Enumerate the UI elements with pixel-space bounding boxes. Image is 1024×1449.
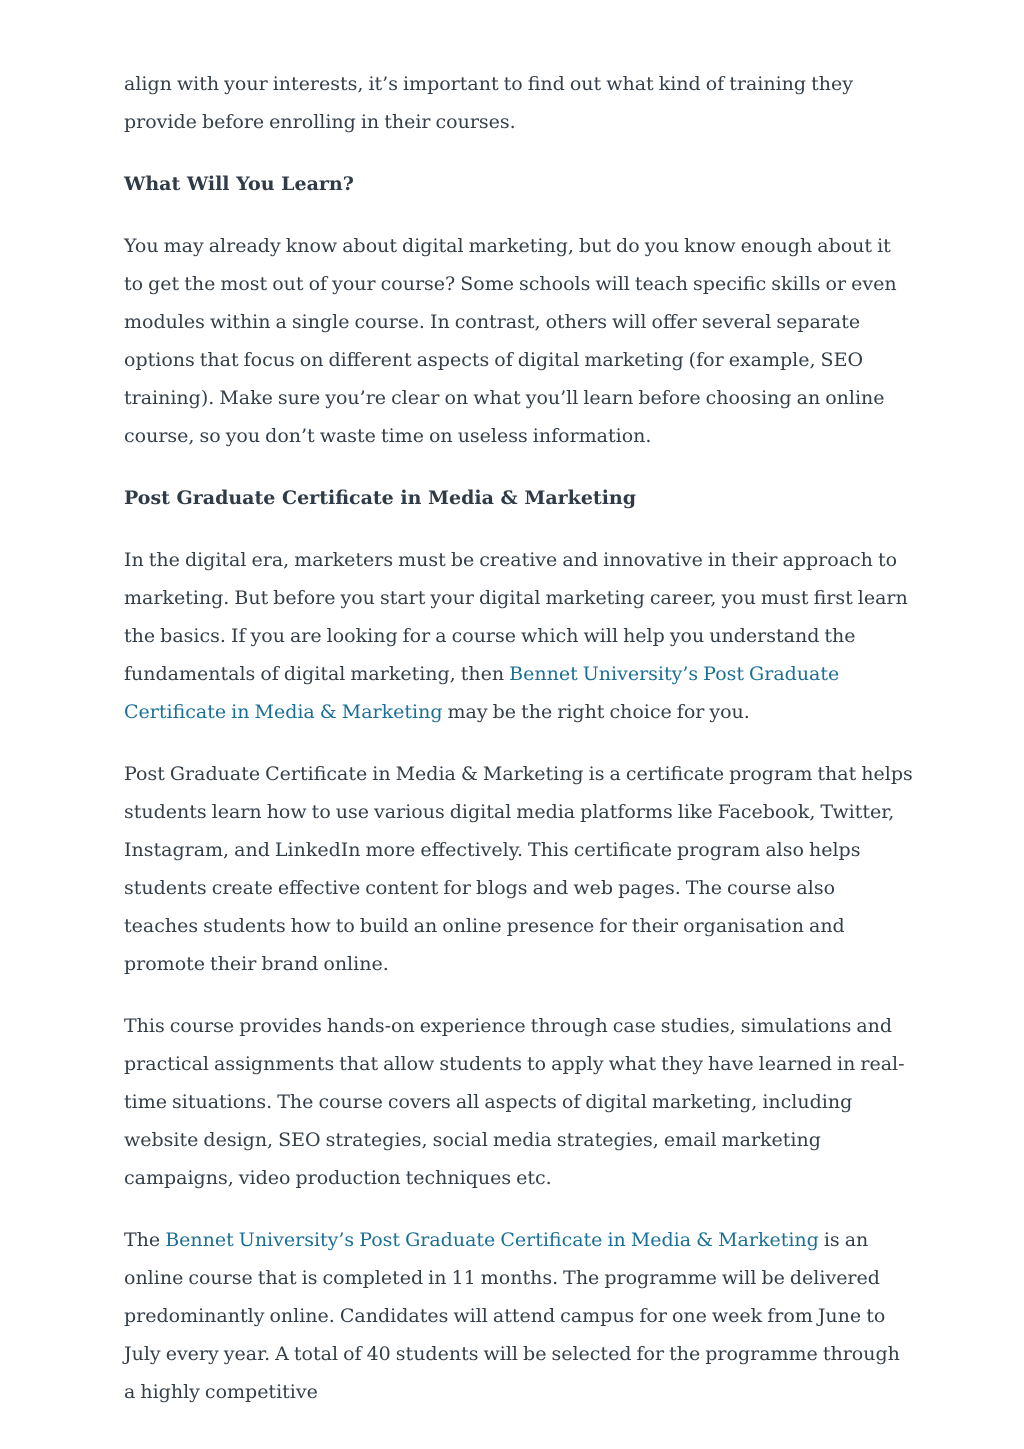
final-paragraph bbox=[124, 1221, 914, 1411]
program-paragraph: Post Graduate Certificate in Media & Marketing is a certificate program that helps students learn how to use various digital media platforms like Facebook, Twitter, Instagram, and LinkedIn more effectively. This certificate program also helps students create effective content for blogs and web pages. The course also teaches students how to build an online presence for their organisation and promote their brand online. bbox=[124, 763, 913, 975]
heading-what-will-you-learn: What Will You Learn? bbox=[124, 173, 354, 195]
final-text-end: is an online course that is completed in 11 months. The programme will be delivered predominantly online. Candidates will attend campus for one week from June to July every year. A total of 40 students will be selected for the programme through a highly competitive bbox=[124, 1229, 900, 1403]
digital-era-text-start: In the digital era, marketers must be creative and innovative in their approach to marketing. But before you start your digital marketing career, you must first learn the basics. If you are looking for a course which will help you understand the fundamentals of digital marketing, then bbox=[124, 549, 908, 685]
heading-post-graduate-certificate: Post Graduate Certificate in Media & Marketing bbox=[124, 487, 637, 509]
final-text-start: The bbox=[124, 1229, 166, 1251]
article-body bbox=[124, 65, 914, 1435]
learn-paragraph: You may already know about digital marketing, but do you know enough about it to get the most out of your course? Some schools will teach specific skills or even modules within a single course. In contrast, others will offer several separate options that focus on different aspects of digital marketing (for example, SEO training). Make sure you’re clear on what you’ll learn before choosing an online course, so you don’t waste time on useless information. bbox=[124, 235, 897, 447]
intro-paragraph: align with your interests, it’s important to find out what kind of training they provide before enrolling in their courses. bbox=[124, 73, 853, 133]
hands-on-paragraph: This course provides hands-on experience through case studies, simulations and practical assignments that allow students to apply what they have learned in real-time situations. The course covers all aspects of digital marketing, including website design, SEO strategies, social media strategies, email marketing campaigns, video production techniques etc. bbox=[124, 1015, 905, 1189]
digital-era-paragraph bbox=[124, 541, 914, 731]
digital-era-text-end: may be the right choice for you. bbox=[442, 701, 750, 723]
bennet-pgc-link-2[interactable]: Bennet University’s Post Graduate Certificate in Media & Marketing bbox=[165, 1229, 819, 1251]
bennet-pgc-link[interactable]: Bennet University’s Post Graduate Certificate in Media & Marketing bbox=[124, 663, 840, 723]
